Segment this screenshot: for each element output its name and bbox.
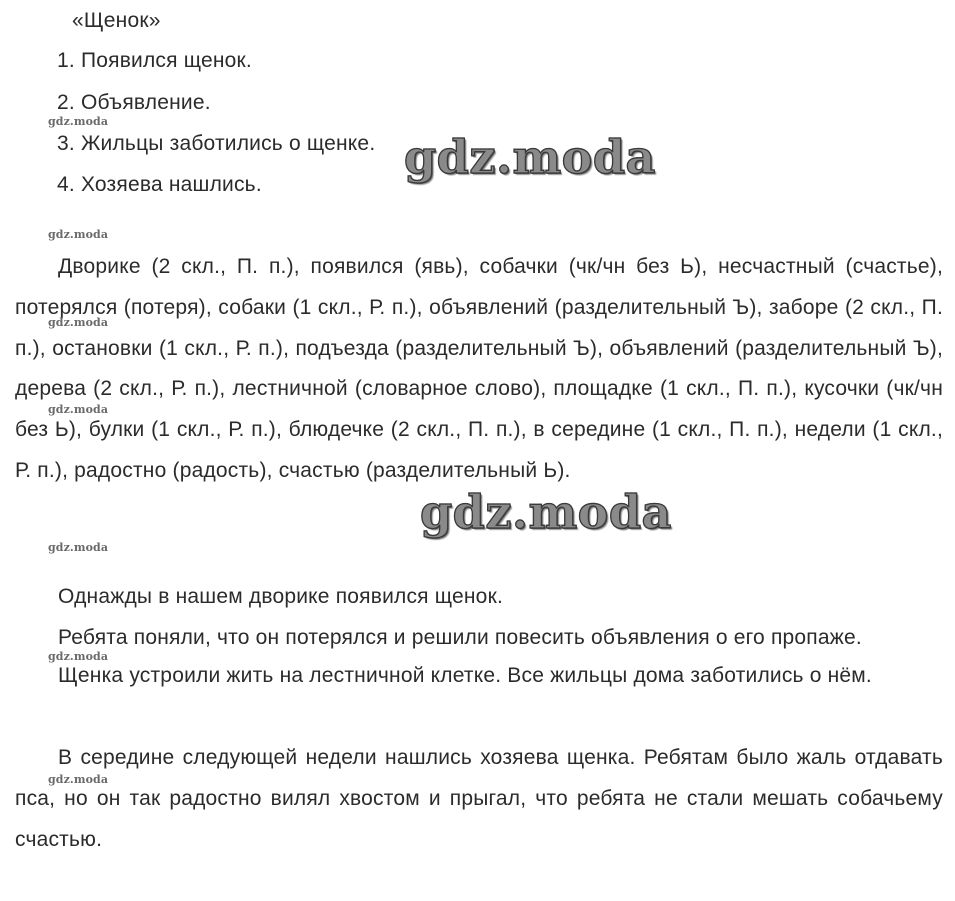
story-paragraph-4: В середине следующей недели нашлись хозяева щенка. Ребятам было жаль отдавать пса, но он так радостно вилял хвостом и прыгал, что ребята не стали мешать собачьему счастью. xyxy=(15,746,943,851)
plan-item-1: 1. Появился щенок. xyxy=(57,49,252,72)
watermark-small: gdz.moda xyxy=(48,316,109,329)
watermark-small: gdz.moda xyxy=(48,541,109,554)
watermark-big: gdz.moda xyxy=(420,485,672,539)
watermark-big: gdz.moda xyxy=(404,130,656,184)
watermark-small: gdz.moda xyxy=(48,773,109,786)
watermark-small: gdz.moda xyxy=(48,115,109,128)
story-paragraph-1: Однажды в нашем дворике появился щенок. xyxy=(58,585,503,608)
plan-item-2: 2. Объявление. xyxy=(57,91,211,114)
story-paragraph-3: Щенка устроили жить на лестничной клетке. Все жильцы дома заботились о нём. xyxy=(58,664,872,687)
plan-item-3: 3. Жильцы заботились о щенке. xyxy=(57,132,376,155)
plan-item-4: 4. Хозяева нашлись. xyxy=(57,173,262,196)
essay-title: «Щенок» xyxy=(72,9,161,32)
watermark-small: gdz.moda xyxy=(48,228,109,241)
watermark-small: gdz.moda xyxy=(48,403,109,416)
story-paragraph-2: Ребята поняли, что он потерялся и решили повесить объявления о его пропаже. xyxy=(58,626,862,649)
word-analysis-paragraph: Дворике (2 скл., П. п.), появился (явь), собачки (чк/чн без Ь), несчастный (счастье), потерялся (потеря), собаки (1 скл., Р. п.), объявлений (разделительный Ъ), заборе (2 скл., П. п.), остановки (1 скл., Р. п.), подъезда (разделительный Ъ), объявлений (разделительный Ъ), дерева (2 скл., Р. п.), лестничной (словарное слово), площадке (1 скл., П. п.), кусочки (чк/чн без Ь), булки (1 скл., Р. п.), блюдечке (2 скл., П. п.), в середине (1 скл., П. п.), недели (1 скл., Р. п.), радостно (радость), счастью (разделительный Ь). xyxy=(15,255,943,482)
watermark-small: gdz.moda xyxy=(48,650,109,663)
